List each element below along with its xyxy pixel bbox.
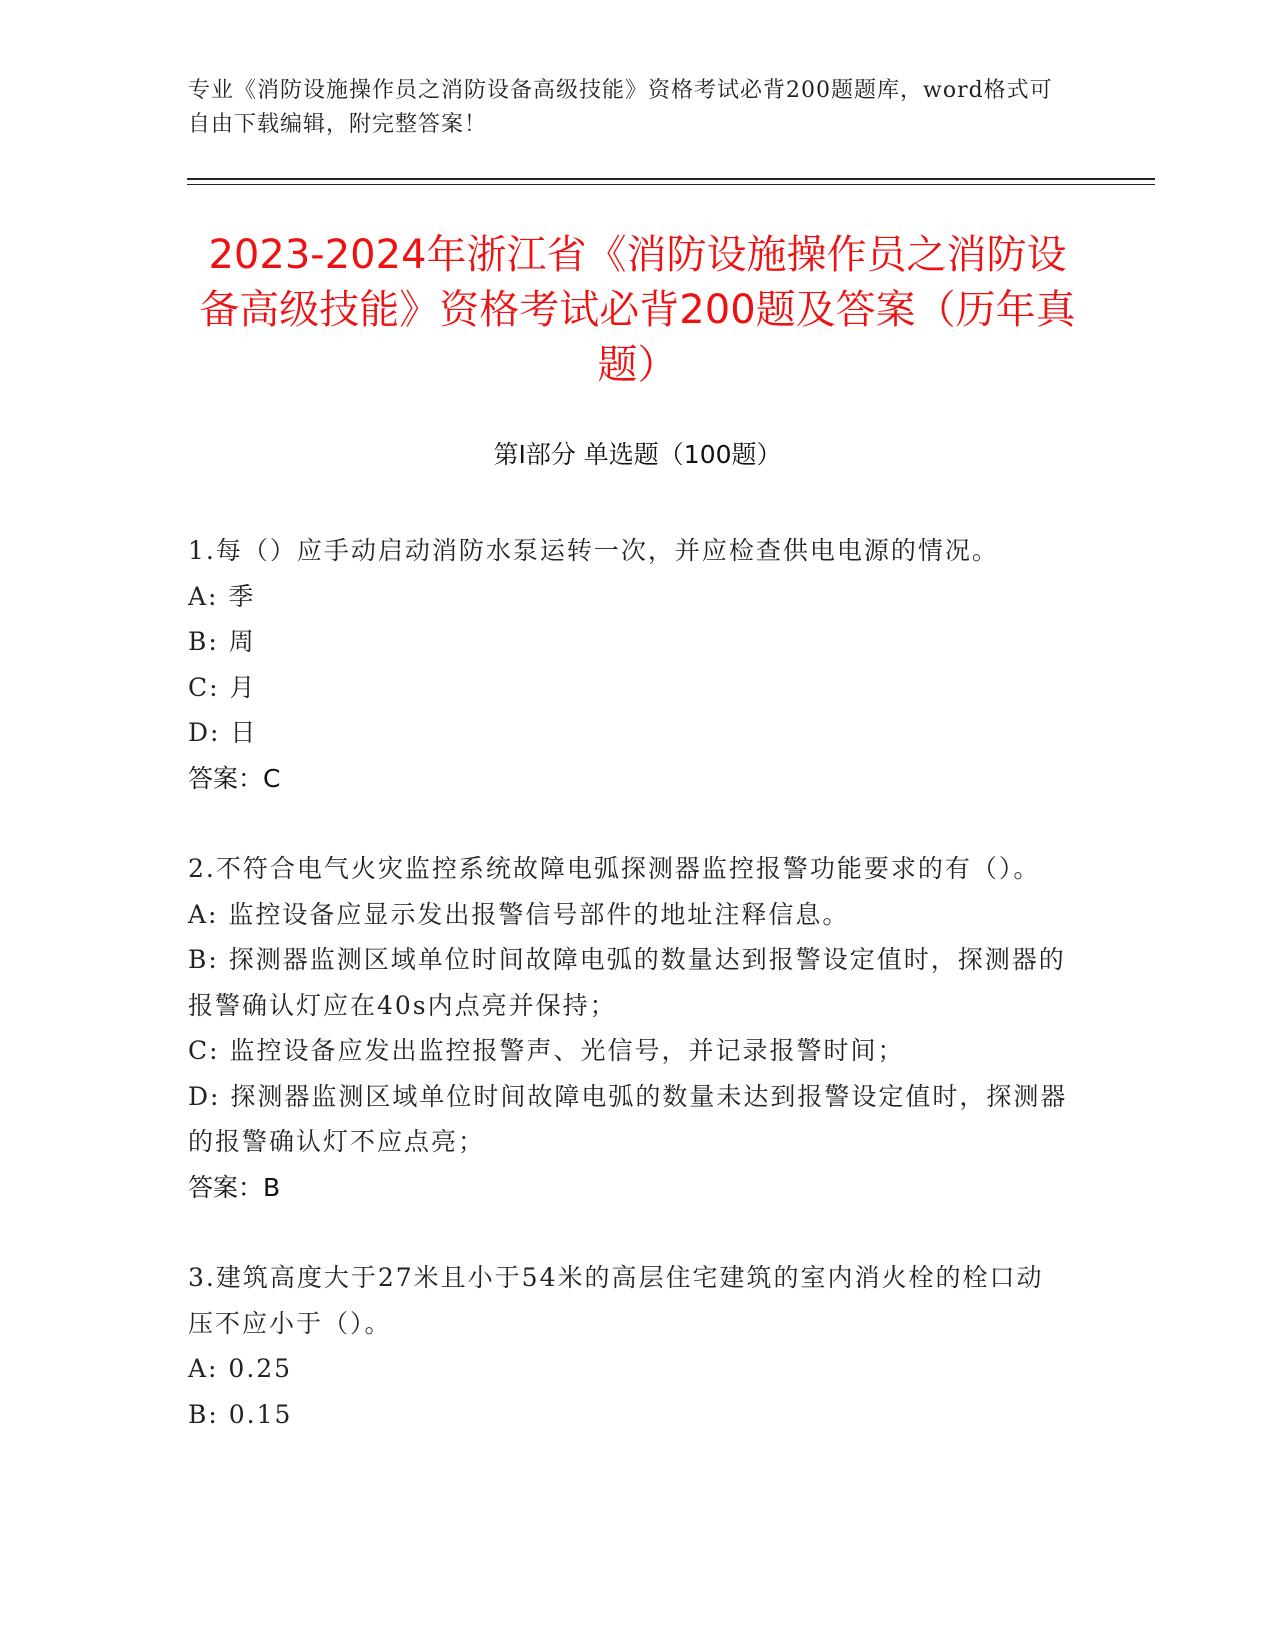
question-option-d: D: 日 — [188, 718, 258, 747]
question-1 — [188, 528, 1068, 801]
question-answer: 答案：B — [188, 1172, 281, 1202]
question-option-a: A: 监控设备应显示发出报警信号部件的地址注释信息。 — [188, 899, 850, 929]
question-option-b: B: 0.15 — [188, 1399, 293, 1429]
question-option-d: D: 探测器监测区域单位时间故障电弧的数量未达到报警设定值时，探测器的报警确认灯不应点亮； — [188, 1081, 1068, 1156]
question-answer: 答案：C — [188, 763, 281, 793]
document-title: 2023-2024年浙江省《消防设施操作员之消防设备高级技能》资格考试必背200题及答案（历年真题） — [199, 232, 1076, 388]
question-option-c: C: 监控设备应发出监控报警声、光信号，并记录报警时间； — [188, 1036, 905, 1065]
question-option-a: A: 季 — [188, 581, 256, 611]
question-option-c: C: 月 — [188, 672, 257, 702]
question-stem: 3.建筑高度大于27米且小于54米的高层住宅建筑的室内消火栓的栓口动压不应小于（）。 — [188, 1263, 1044, 1338]
question-3 — [188, 1255, 1068, 1437]
question-2 — [188, 846, 1068, 1210]
header-note: 专业《消防设施操作员之消防设备高级技能》资格考试必背200题题库，word格式可自由下载编辑，附完整答案！ — [188, 78, 1053, 137]
question-stem: 1.每（）应手动启动消防水泵运转一次，并应检查供电电源的情况。 — [188, 536, 999, 565]
question-list — [188, 528, 1068, 1437]
header-divider-thick — [187, 178, 1155, 180]
question-spacer — [188, 801, 1068, 846]
question-option-b: B: 探测器监测区域单位时间故障电弧的数量达到报警设定值时，探测器的报警确认灯应在40s内点亮并保持； — [188, 945, 1066, 1020]
question-stem: 2.不符合电气火灾监控系统故障电弧探测器监控报警功能要求的有（）。 — [188, 854, 1041, 883]
header-divider-thin — [187, 184, 1155, 185]
question-spacer — [188, 1210, 1068, 1255]
question-option-a: A: 0.25 — [188, 1354, 293, 1383]
question-option-b: B: 周 — [188, 627, 256, 656]
section-heading: 第Ⅰ部分 单选题（100题） — [493, 440, 782, 469]
